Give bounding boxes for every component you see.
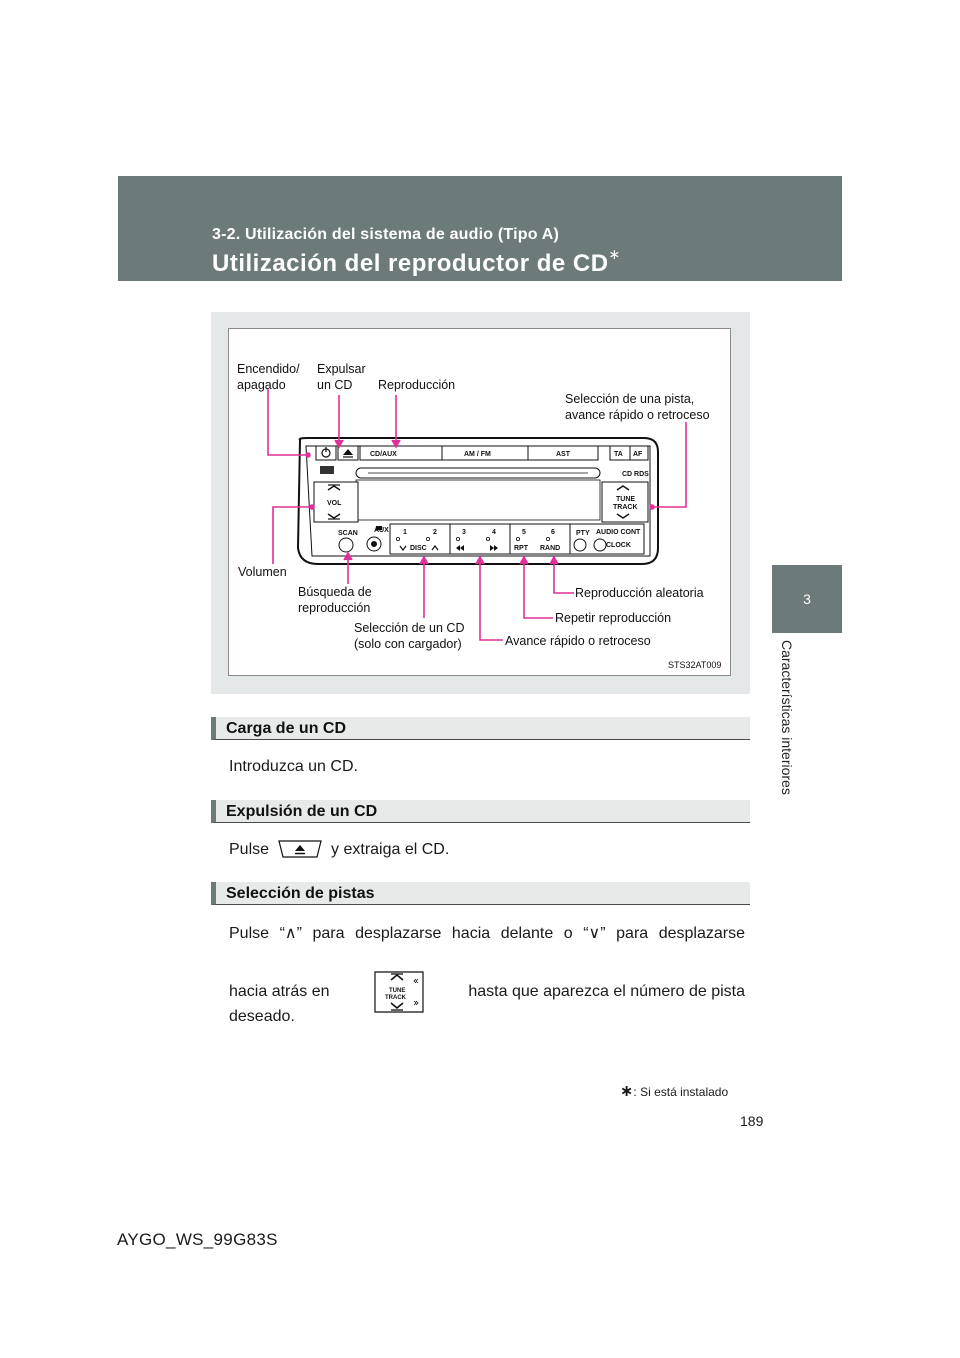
select-text-line1: Pulse “∧” para desplazarse hacia delante o “∨” para desplazarse <box>229 925 745 942</box>
load-text: Introduzca un CD. <box>229 758 358 775</box>
btn-rand: RAND <box>540 545 561 552</box>
section-heading-select <box>211 882 750 905</box>
page-title <box>212 246 621 278</box>
btn-ast: AST <box>556 451 570 458</box>
select-text-line2-after: hasta que aparezca el número de pista <box>468 983 745 1000</box>
chapter-tab: 3 <box>772 565 842 633</box>
section-heading-load <box>211 717 750 740</box>
section-heading-select-text: Selección de pistas <box>226 885 375 902</box>
tune-label: TUNE <box>388 988 406 994</box>
label-track-select-2: avance rápido o retroceso <box>565 408 710 422</box>
section-label: 3-2. Utilización del sistema de audio (Tipo A) <box>212 226 560 243</box>
installed-mark: ∗ <box>608 246 621 262</box>
cd-rds-logo: CD RDS <box>622 471 649 478</box>
btn-4: 4 <box>492 529 496 536</box>
label-random: Reproducción aleatoria <box>575 586 704 600</box>
btn-1: 1 <box>403 529 407 536</box>
doc-code: AYGO_WS_99G83S <box>117 1230 278 1249</box>
label-play: Reproducción <box>378 378 456 392</box>
btn-disc: DISC <box>410 545 427 552</box>
eject-text <box>229 840 449 860</box>
audio-panel-figure <box>228 328 731 676</box>
footnote-text: : Si está instalado <box>633 1085 729 1099</box>
eject-text-after: y extraiga el CD. <box>331 841 450 859</box>
section-heading-eject-text: Expulsión de un CD <box>226 803 378 820</box>
btn-rpt: RPT <box>514 545 528 552</box>
btn-aux: AUX <box>374 527 389 534</box>
btn-5: 5 <box>522 529 526 536</box>
btn-ta: TA <box>614 451 623 458</box>
btn-clock: CLOCK <box>606 542 631 549</box>
btn-6: 6 <box>551 529 555 536</box>
label-disc-select-1: Selección de un CD <box>354 621 465 635</box>
chapter-name: Características interiores <box>779 640 795 795</box>
track-label: TRACK <box>384 995 406 1001</box>
figure-code: STS32AT009 <box>668 660 722 670</box>
eject-text-before: Pulse <box>229 841 270 859</box>
footnote-mark: ∗ <box>620 1083 634 1100</box>
label-track-select-1: Selección de una pista, <box>565 392 695 406</box>
label-repeat: Repetir reproducción <box>555 611 672 625</box>
label-fast-forward: Avance rápido o retroceso <box>505 634 651 648</box>
label-scan-1: Búsqueda de <box>298 585 372 599</box>
tune-track-button-icon <box>371 970 427 1014</box>
btn-track: TRACK <box>613 504 638 511</box>
btn-audio-cont: AUDIO CONT <box>596 529 641 536</box>
page-title-text: Utilización del reproductor de CD <box>212 250 609 277</box>
section-heading-eject <box>211 800 750 823</box>
btn-3: 3 <box>462 529 466 536</box>
eject-button-icon <box>277 839 323 859</box>
btn-cd-aux: CD/AUX <box>370 451 397 458</box>
label-eject-2: un CD <box>317 378 353 392</box>
btn-tune: TUNE <box>616 496 636 503</box>
label-scan-2: reproducción <box>298 601 371 615</box>
footnote <box>620 1081 728 1101</box>
audio-unit <box>298 438 658 564</box>
label-disc-select-2: (solo con cargador) <box>354 637 462 651</box>
label-volume: Volumen <box>238 565 287 579</box>
select-text-line3: deseado. <box>229 1008 295 1025</box>
btn-af: AF <box>633 451 643 458</box>
section-heading-load-text: Carga de un CD <box>226 720 347 737</box>
select-text-line2-before: hacia atrás en <box>229 983 330 1000</box>
select-text-line2 <box>229 970 745 1014</box>
btn-pty: PTY <box>576 530 590 537</box>
page-number: 189 <box>740 1113 764 1129</box>
label-eject-1: Expulsar <box>317 362 366 376</box>
btn-2: 2 <box>433 529 437 536</box>
label-power-2: apagado <box>237 378 286 392</box>
label-power-1: Encendido/ <box>237 362 300 376</box>
btn-am-fm: AM / FM <box>464 451 491 458</box>
btn-scan: SCAN <box>338 530 358 537</box>
btn-vol: VOL <box>327 500 342 507</box>
